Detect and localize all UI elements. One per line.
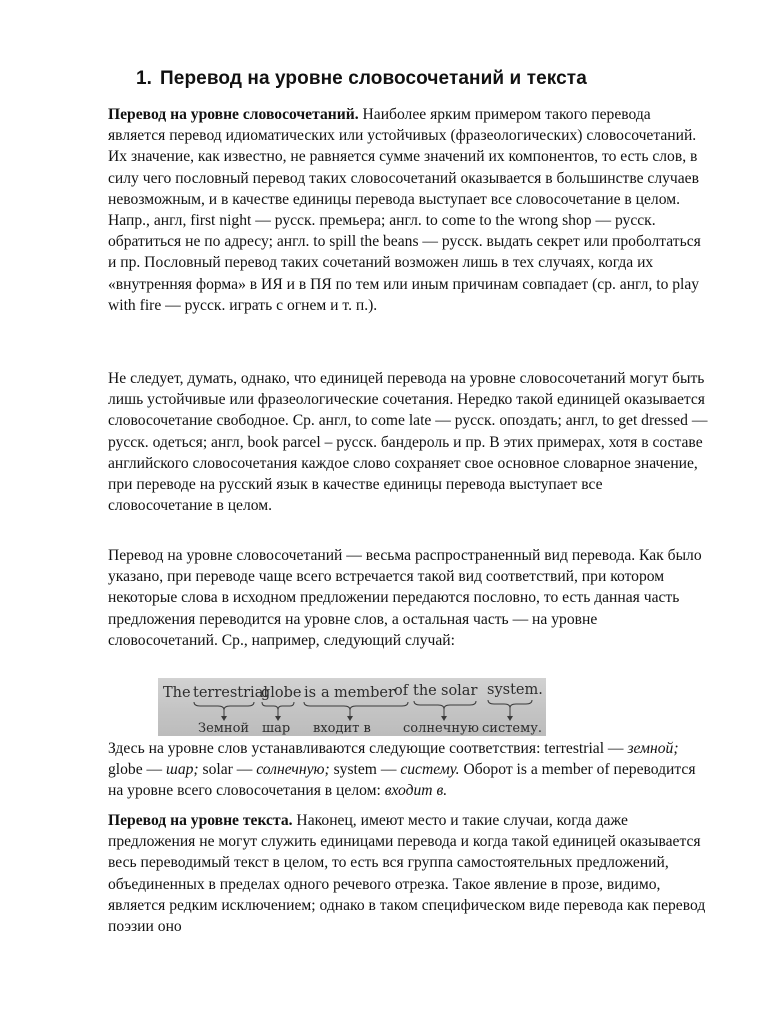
paragraph-italic: солнечную; (256, 761, 330, 779)
paragraph-italic: систему. (400, 761, 460, 779)
paragraph-italic: шар; (166, 761, 199, 779)
paragraph-phrase-level (108, 104, 708, 316)
heading-number: 1. (136, 68, 153, 89)
paragraph-body: Перевод на уровне словосочетаний — весьма распространенный вид перевода. Как было указано, при переводе чаще всего встречается такой вид соответствий, при котором некоторые слова в исходном предложении передаются пословно, то есть данная часть предложения переводится на уровне слов, а остальная часть — на уровне словосочетаний. Ср., например, следующий случай: (108, 547, 702, 649)
figure-word-ru: Земной (198, 721, 250, 736)
paragraph-text: Оборот is a member of переводится на уровне всего словосочетания в целом: (108, 761, 696, 800)
paragraph-text: Здесь на уровне слов устанавливаются следующие соответствия: terrestrial — (108, 740, 628, 757)
figure-word-en: system. (487, 682, 543, 698)
paragraph-text: system — (329, 761, 401, 779)
paragraph-correspondences (108, 738, 708, 802)
figure-word-en: member (334, 685, 395, 701)
brace-globe (262, 702, 294, 710)
paragraph-lead-bold: Перевод на уровне словосочетаний. (108, 106, 359, 123)
figure-word-en: the (413, 683, 437, 699)
brace-is-a-member-of (304, 702, 408, 710)
figure-word-en: solar (441, 683, 478, 699)
paragraph-lead-bold: Перевод на уровне текста. (108, 812, 293, 829)
paragraph-text: solar — (198, 761, 257, 779)
figure-word-en: terrestrial (193, 685, 268, 701)
alignment-connectors (194, 700, 532, 718)
paragraph-free-phrases (108, 368, 708, 516)
paragraph-mixed-translation (108, 545, 708, 651)
brace-solar (414, 701, 476, 709)
alignment-diagram (158, 678, 546, 736)
figure-word-ru: входит в (313, 721, 371, 736)
figure-word-en: The (163, 685, 191, 701)
heading-title: Перевод на уровне словосочетаний и текста (160, 68, 587, 89)
figure-word-ru: шар (262, 721, 291, 736)
paragraph-text: globe — (108, 761, 167, 779)
translation-alignment-figure (158, 678, 546, 736)
figure-word-ru: солнечную (403, 721, 479, 736)
paragraph-body: Наконец, имеют место и такие случаи, когда даже предложения не могут служить единицами перевода и когда такой единицей оказывается весь переводимый текст в целом, то есть вся группа самостоятельных предложений, объединенных в пределах одного речевого отрезка. Такое явление в прозе, видимо, является редким исключением; однако в таком специфическом виде перевода как перевод поэзии оно (108, 812, 706, 936)
figure-word-en: of (394, 683, 409, 699)
figure-word-en: is (304, 685, 317, 701)
paragraph-body: Наиболее ярким примером такого перевода является перевод идиоматических или устойчивых (фразеологических) словосочетаний. Их значение, как известно, не равняется сумме значений их компонентов, то есть слов, в силу чего пословный перевод таких словосочетаний оказывается в большинстве случаев невозможным, и в качестве единицы перевода выступает все словосочетание в целом. Напр., англ, first night — русск. премьера; англ. to come to the wrong shop — русск. обратиться не по адресу; англ. to spill the beans — русск. выдать секрет или проболтаться и пр. Пословный перевод таких сочетаний возможен лишь в тех случаях, когда их «внутренняя форма» в ИЯ и в ПЯ по тем или иным причинам совпадает (ср. англ, to play with fire — русск. играть с огнем и т. п.). (108, 106, 701, 314)
paragraph-text-level (108, 810, 708, 937)
figure-word-ru: систему. (482, 721, 543, 736)
figure-word-en: a (321, 685, 330, 701)
figure-word-en: globe (261, 685, 302, 701)
paragraph-italic: земной; (627, 740, 679, 757)
section-heading (136, 68, 587, 90)
paragraph-body: Не следует, думать, однако, что единицей перевода на уровне словосочетаний могут быть лишь устойчивые или фразеологические сочетания. Нередко такой единицей оказывается словосочетание свободное. Ср. англ, to come late — русск. опоздать; англ, to get dressed — русск. одеться; англ, book parcel – русск. бандероль и пр. В этих примерах, хотя в составе английского словосочетания каждое слово сохраняет свое основное словарное значение, при переводе на русский язык в качестве единицы перевода выступает все словосочетание в целом. (108, 370, 708, 515)
brace-system (488, 700, 532, 708)
brace-terrestrial (194, 702, 254, 710)
paragraph-italic: входит в. (384, 782, 448, 800)
